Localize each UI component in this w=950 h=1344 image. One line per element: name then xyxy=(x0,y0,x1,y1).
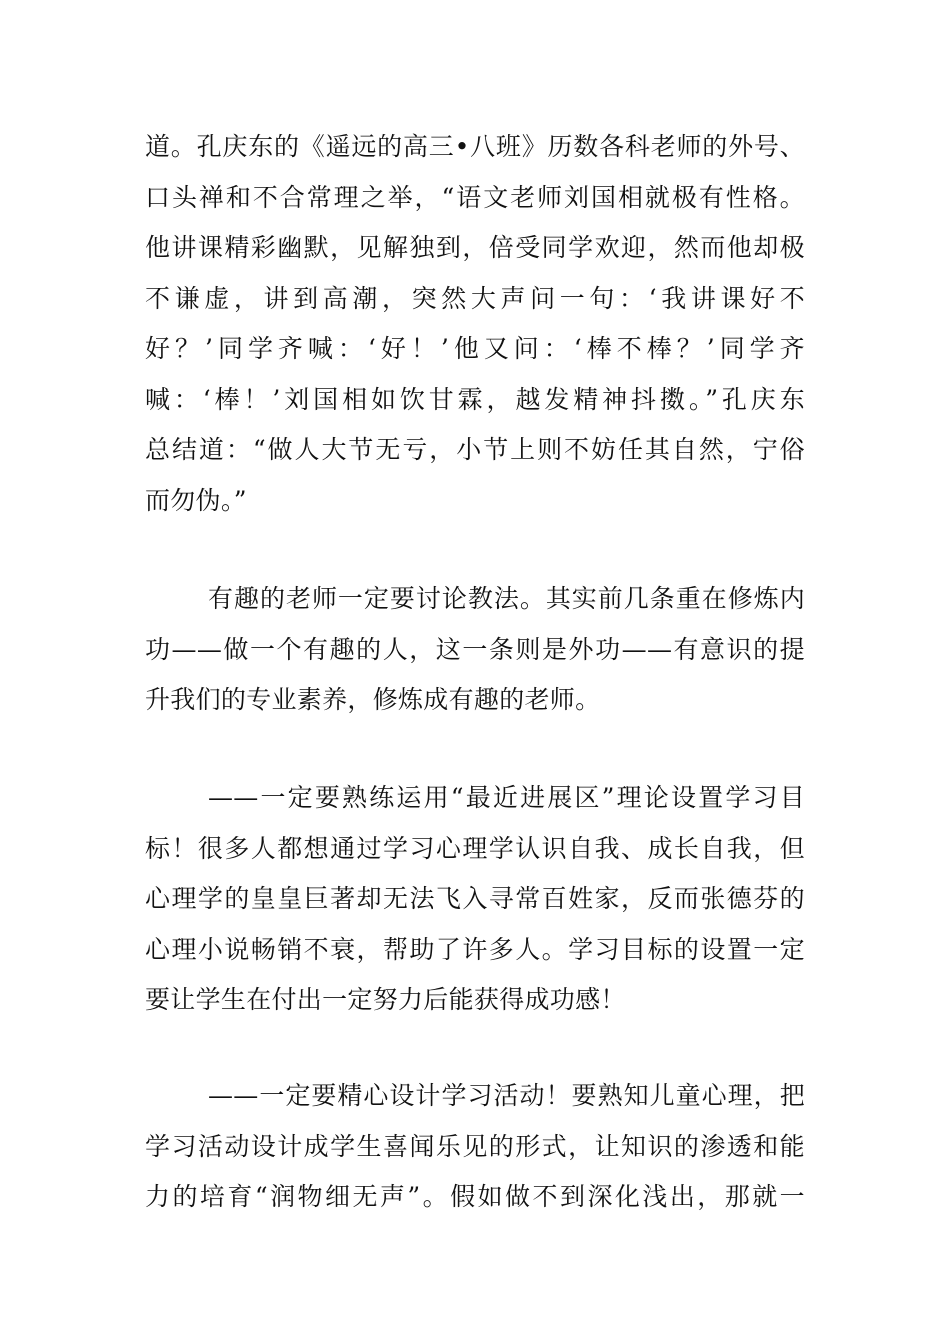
paragraph-line: 而勿伪。” xyxy=(145,485,247,515)
paragraph-4 xyxy=(145,1071,805,1223)
paragraph-line: 力的培育“润物细无声”。假如做不到深化浅出，那就一 xyxy=(145,1182,805,1211)
paragraph-line: 心理学的皇皇巨著却无法飞入寻常百姓家，反而张德芬的 xyxy=(145,884,805,913)
paragraph-line: 不谦虚，讲到高潮，突然大声问一句：‘我讲课好不 xyxy=(145,283,805,313)
paragraph-line: 升我们的专业素养，修炼成有趣的老师。 xyxy=(145,685,601,714)
paragraph-line: 道。孔庆东的《遥远的高三•八班》历数各科老师的外号、 xyxy=(145,132,805,161)
paragraph-line: ——一定要精心设计学习活动！要熟知儿童心理，把 xyxy=(208,1081,805,1110)
paragraph-line: 总结道：“做人大节无亏，小节上则不妨任其自然，宁俗 xyxy=(145,435,805,464)
paragraph-line: 口头禅和不合常理之举，“语文老师刘国相就极有性格。 xyxy=(145,182,805,212)
paragraph-line: 好？’同学齐喊：‘好！’他又问：‘棒不棒？’同学齐 xyxy=(145,334,805,363)
paragraph-line: 心理小说畅销不衰，帮助了许多人。学习目标的设置一定 xyxy=(145,934,805,964)
paragraph-2 xyxy=(145,574,805,726)
paragraph-line: 学习活动设计成学生喜闻乐见的形式，让知识的渗透和能 xyxy=(145,1131,805,1161)
paragraph-line: ——一定要熟练运用“最近进展区”理论设置学习目 xyxy=(208,783,805,812)
paragraph-line: 有趣的老师一定要讨论教法。其实前几条重在修炼内 xyxy=(208,584,805,613)
paragraph-line: 他讲课精彩幽默，见解独到，倍受同学欢迎，然而他却极 xyxy=(145,233,805,262)
paragraph-line: 喊：‘棒！’刘国相如饮甘霖，越发精神抖擞。”孔庆东 xyxy=(145,384,805,414)
paragraph-3 xyxy=(145,773,805,1026)
paragraph-1 xyxy=(145,122,805,526)
paragraph-line: 要让学生在付出一定努力后能获得成功感！ xyxy=(145,985,626,1014)
paragraph-line: 功——做一个有趣的人，这一条则是外功——有意识的提 xyxy=(145,634,805,664)
paragraph-line: 标！很多人都想通过学习心理学认识自我、成长自我，但 xyxy=(145,833,805,863)
